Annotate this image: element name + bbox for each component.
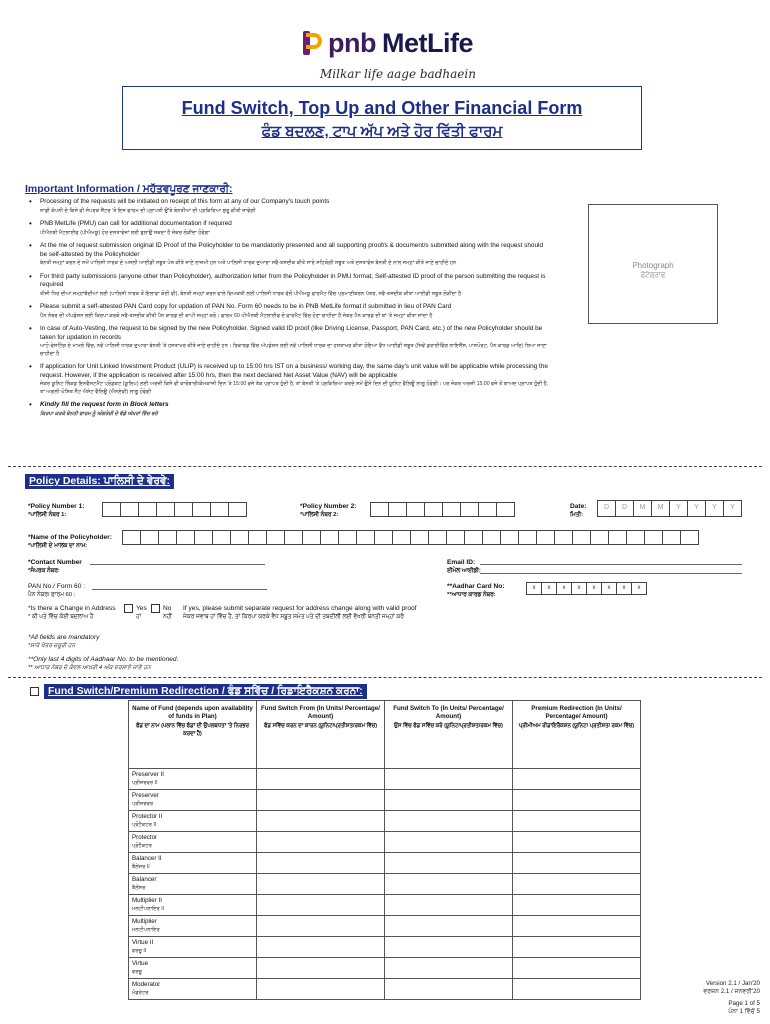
policy-number-2-input[interactable]: [370, 502, 514, 517]
date-cell[interactable]: D: [615, 500, 634, 517]
switch-from-cell[interactable]: [257, 937, 385, 958]
input-cell[interactable]: [626, 530, 645, 545]
fund-name: Virtue: [132, 960, 149, 967]
switch-to-cell[interactable]: [385, 853, 513, 874]
switch-to-cell[interactable]: [385, 895, 513, 916]
date-cell[interactable]: M: [651, 500, 670, 517]
important-info-item: [28, 242, 550, 268]
switch-to-cell[interactable]: [385, 874, 513, 895]
address-change-note: If yes, please submit separate request for address change along with valid proof ਜੇਕਰ ਜਵਾਬ ਹਾਂ ਵਿੱਚ ਹੈ, ਤਾਂ ਕਿਰਪਾ ਕਰਕੇ ਵੈਧ ਸਬੂਤ ਸਮੇਤ ਪਤੇ ਦੀ ਤਬਦੀਲੀ ਲਈ ਵੱਖਰੀ ਬੇਨਤੀ ਜਮ੍ਹਾਂ ਕਰੋ: [183, 605, 417, 620]
form-title-punjabi: ਫੰਡ ਬਦਲਣ, ਟਾਪ ਅੱਪ ਅਤੇ ਹੋਰ ਵਿੱਤੀ ਫਾਰਮ: [261, 123, 503, 140]
fund-name-punjabi: ਵਰਚੂ II: [132, 948, 147, 954]
input-cell[interactable]: [608, 530, 627, 545]
table-row: [129, 832, 641, 853]
form-title-box: [122, 86, 642, 150]
no-label: No ਨਹੀਂ: [163, 605, 172, 620]
table-row: [129, 937, 641, 958]
policy-number-1-label: *Policy Number 1: *ਪਾਲਿਸੀ ਨੰਬਰ 1:: [28, 503, 85, 518]
premium-redirection-cell[interactable]: [513, 853, 641, 874]
info-item-english: • PNB MetLife (PMU) can call for additional documentation if required: [40, 220, 232, 227]
table-row: [129, 811, 641, 832]
fund-name-punjabi: ਪ੍ਰੀਜ਼ਰਵਰ: [132, 801, 154, 807]
column-header-switch-to: Fund Switch To (In Units/ Percentage/ Amount) ਉਸ ਵਿੱਚ ਫੰਡ ਸਵਿੱਚ ਕਰੋ (ਯੂਨਿਟ/ਪ੍ਰਤੀਸ਼ਤ/ਰਕਮ ਵਿੱਚ): [385, 701, 513, 769]
info-item-punjabi: ਸਾਡੀ ਕੰਪਨੀ ਦੇ ਕਿਸੇ ਵੀ ਸੰਪਰਕ ਸੈਂਟਰ 'ਤੇ ਇਸ ਫਾਰਮ ਦੀ ਪ੍ਰਾਪਤੀ ਉੱਤੇ ਬੇਨਤੀਆਂ ਦੀ ਪ੍ਰਕਿਰਿਆ ਸ਼ੁਰੂ ਕੀਤੀ ਜਾਵੇਗੀ: [40, 207, 256, 214]
fund-name-punjabi: ਬੈਲੇਂਸਰ: [132, 885, 146, 891]
fund-name-punjabi: ਵਰਚੂ: [132, 969, 142, 975]
input-cell[interactable]: [482, 530, 501, 545]
input-cell[interactable]: [680, 530, 699, 545]
yes-label: Yes ਹਾਂ: [136, 605, 147, 620]
switch-from-cell[interactable]: [257, 895, 385, 916]
fund-name-punjabi: ਮਲਟੀਪਲਾਇਰ: [132, 927, 160, 933]
input-cell[interactable]: [518, 530, 537, 545]
fund-name-cell: [129, 832, 257, 853]
policy-number-1-input[interactable]: [102, 502, 246, 517]
fund-name: Multiplier II: [132, 897, 162, 904]
input-cell[interactable]: [122, 530, 141, 545]
important-info-heading: Important Information / ਮਹੱਤਵਪੂਰਣ ਜਾਣਕਾਰੀ:: [25, 183, 233, 195]
table-row: [129, 916, 641, 937]
table-row: [129, 790, 641, 811]
input-cell[interactable]: [230, 530, 249, 545]
premium-redirection-cell[interactable]: [513, 958, 641, 979]
switch-from-cell[interactable]: [257, 832, 385, 853]
date-cell[interactable]: Y: [687, 500, 706, 517]
brand-name: pnb MetLife: [328, 28, 473, 58]
premium-redirection-cell[interactable]: [513, 937, 641, 958]
email-field-line-2[interactable]: [480, 573, 742, 574]
info-item-english: • Kindly fill the request form in Block letters: [40, 401, 169, 409]
contact-number-label: *Contact Number *ਸੰਪਰਕ ਨੰਬਰ:: [28, 559, 82, 574]
info-item-punjabi: ਪੈਨ ਨੰਬਰ ਦੀ ਅੱਪਡੇਸ਼ਨ ਲਈ ਕਿਰਪਾ ਕਰਕੇ ਸਵੈ-ਤਸਦੀਕ ਕੀਤੀ ਪੈਨ ਕਾਰਡ ਦੀ ਕਾਪੀ ਜਮ੍ਹਾਂ ਕਰੋ। ਫਾਰਮ 60 ਪੀਐਨਬੀ ਮੈਟਲਾਈਫ ਦੇ ਫਾਰਮੈਟ ਵਿੱਚ ਹੋਣਾ ਚਾਹੀਦਾ ਹੈ ਜੇਕਰ ਪੈਨ ਕਾਰਡ ਦੀ ਥਾਂ 'ਤੇ ਜਮ੍ਹਾਂ ਕੀਤਾ ਜਾਂਦਾ ਹੈ: [40, 312, 433, 319]
fund-name-punjabi: ਪ੍ਰੋਟੈਕਟਰ II: [132, 822, 157, 828]
switch-to-cell[interactable]: [385, 769, 513, 790]
aadhar-cell[interactable]: x: [586, 582, 602, 595]
fund-name-punjabi: ਮੌਡਰੇਟਰ: [132, 990, 149, 996]
aadhar-label: **Aadhar Card No: **ਆਧਾਰ ਕਾਰਡ ਨੰਬਰ:: [447, 583, 505, 598]
pan-field[interactable]: [92, 589, 267, 590]
premium-redirection-cell[interactable]: [513, 895, 641, 916]
date-cell[interactable]: Y: [669, 500, 688, 517]
premium-redirection-cell[interactable]: [513, 811, 641, 832]
info-item-punjabi: ਬੇਨਤੀ ਜਮ੍ਹਾਂ ਕਰਨ ਦੇ ਸਮੇਂ ਪਾਲਿਸੀ ਧਾਰਕ ਦੇ ਅਸਲੀ ਆਈਡੀ ਸਬੂਤ ਪੇਸ਼ ਕੀਤੇ ਜਾਣੇ ਲਾਜ਼ਮੀ ਹਨ ਅਤੇ ਪਾਲਿਸੀ ਧਾਰਕ ਦੁਆਰਾ ਸਵੈ-ਤਸਦੀਕ ਕੀਤੇ ਸਾਰੇ ਸਹਿਯੋਗੀ ਸਬੂਤ ਅਤੇ ਦਸਤਾਵੇਜ਼ ਬੇਨਤੀ ਦੇ ਨਾਲ ਜਮ੍ਹਾਂ ਕੀਤੇ ਜਾਣੇ ਚਾਹੀਦੇ ਹਨ: [40, 260, 457, 267]
premium-redirection-cell[interactable]: [513, 916, 641, 937]
aadhar-note: **Only last 4 digits of Aadhaar No. to be mentioned. ** ਆਧਾਰ ਨੰਬਰ ਦੇ ਕੇਵਲ ਆਖਰੀ 4 ਅੰਕ ਦਰਸਾਏ ਜਾਣੇ ਹਨ: [28, 656, 179, 671]
fund-name-cell: [129, 958, 257, 979]
input-cell[interactable]: [478, 502, 497, 517]
info-item-english: • Processing of the requests will be initiated on receipt of this form at any of our Company's touch points: [40, 198, 330, 205]
policy-number-2-label: *Policy Number 2: *ਪਾਲਿਸੀ ਨੰਬਰ 2:: [300, 503, 357, 518]
photograph-label-punjabi: ਫੋਟੋਗ੍ਰਾਫ: [640, 272, 666, 279]
info-item-english: • Please submit a self-attested PAN Card copy for updation of PAN No. Form 60 needs to be in PNB MetLife format if submitted in lieu of PAN Card: [40, 303, 452, 311]
switch-from-cell[interactable]: [257, 979, 385, 1000]
switch-to-cell[interactable]: [385, 958, 513, 979]
info-item-english: • For third party submissions (anyone other than Policyholder), authorization letter from the Policyholder in PMU format, Self-attested ID proof of the person submitting the request is required: [40, 272, 546, 289]
premium-redirection-cell[interactable]: [513, 790, 641, 811]
input-cell[interactable]: [446, 530, 465, 545]
input-cell[interactable]: [644, 530, 663, 545]
switch-to-cell[interactable]: [385, 916, 513, 937]
switch-to-cell[interactable]: [385, 811, 513, 832]
input-cell[interactable]: [500, 530, 519, 545]
fund-name-cell: [129, 937, 257, 958]
pnb-metlife-logo: [300, 28, 473, 59]
date-cell[interactable]: M: [633, 500, 652, 517]
fund-name-cell: [129, 853, 257, 874]
date-cell[interactable]: Y: [723, 500, 742, 517]
table-row: [129, 895, 641, 916]
input-cell[interactable]: [176, 530, 195, 545]
fund-name-cell: [129, 769, 257, 790]
table-row: [129, 769, 641, 790]
fund-name-cell: [129, 790, 257, 811]
important-info-item: [28, 273, 550, 299]
input-cell[interactable]: [192, 502, 211, 517]
input-cell[interactable]: [320, 530, 339, 545]
input-cell[interactable]: [284, 530, 303, 545]
input-cell[interactable]: [370, 502, 389, 517]
pnb-logo-icon: [300, 29, 324, 59]
switch-from-cell[interactable]: [257, 958, 385, 979]
input-cell[interactable]: [120, 502, 139, 517]
fund-name: Balancer II: [132, 855, 162, 862]
input-cell[interactable]: [140, 530, 159, 545]
input-cell[interactable]: [496, 502, 515, 517]
policyholder-name-input[interactable]: [122, 530, 698, 545]
input-cell[interactable]: [248, 530, 267, 545]
aadhar-cell[interactable]: x: [571, 582, 587, 595]
address-change-question: *Is there a Change in Address * ਕੀ ਪਤੇ ਵਿੱਚ ਕੋਈ ਬਦਲਾਅ ਹੈ: [28, 605, 116, 620]
switch-to-cell[interactable]: [385, 832, 513, 853]
fund-name-cell: [129, 874, 257, 895]
switch-to-cell[interactable]: [385, 937, 513, 958]
brand-tagline: Milkar life aage badhaein: [320, 67, 476, 81]
input-cell[interactable]: [266, 530, 285, 545]
contact-number-field[interactable]: [90, 564, 265, 565]
mandatory-note: *All fields are mandatory *ਸਾਰੇ ਖੇਤਰ ਜ਼ਰੂਰੀ ਹਨ: [28, 634, 100, 649]
info-item-english: • At the me of request submission original ID Proof of the Policyholder to be mandatorily presented and all supporting proof/s & document/s submitted along with the request should be self-attested by the Policyholder: [40, 242, 544, 258]
input-cell[interactable]: [212, 530, 231, 545]
input-cell[interactable]: [536, 530, 555, 545]
premium-redirection-cell[interactable]: [513, 874, 641, 895]
aadhar-cell[interactable]: x: [631, 582, 647, 595]
switch-from-cell[interactable]: [257, 811, 385, 832]
fund-name-cell: [129, 979, 257, 1000]
input-cell[interactable]: [460, 502, 479, 517]
important-info-item: [28, 220, 550, 237]
column-header-switch-from: Fund Switch From (In Units/ Percentage/ Amount) ਫੰਡ ਸਵਿੱਚ ਕਰਨ ਦਾ ਕਾਰਨ (ਯੂਨਿਟ/ਪ੍ਰਤੀਸ਼ਤ/ਰਕਮ ਵਿੱਚ): [257, 701, 385, 769]
table-row: [129, 853, 641, 874]
input-cell[interactable]: [428, 530, 447, 545]
aadhar-cell[interactable]: x: [616, 582, 632, 595]
fund-name: Protector II: [132, 813, 163, 820]
fund-name: Balancer: [132, 876, 157, 883]
switch-from-cell[interactable]: [257, 916, 385, 937]
important-info-item: [28, 325, 550, 358]
switch-from-cell[interactable]: [257, 874, 385, 895]
date-label: Date: ਮਿਤੀ:: [570, 503, 587, 518]
fund-name: Preserver II: [132, 771, 164, 778]
input-cell[interactable]: [424, 502, 443, 517]
input-cell[interactable]: [102, 502, 121, 517]
input-cell[interactable]: [228, 502, 247, 517]
photograph-box: [588, 204, 718, 324]
switch-to-cell[interactable]: [385, 790, 513, 811]
photograph-label: Photograph: [632, 261, 674, 270]
info-item-english: • If application for Unit Linked Investment Product (ULIP) is received up to 15:00 hrs IST on a business/ working day, the same day's unit value will be applicable while processing the request. However, if the application is received after 15:00 hrs, then the next declared Net Asset Value (NAV) will be applicable: [40, 363, 548, 379]
column-header-premium-redirection: Premium Redirection (In Units/ Percentage/ Amount) ਪ੍ਰੀਮੀਅਮ ਰੀਡਾਇਰੈਕਸ਼ਨ (ਯੂਨਿਟ/ ਪ੍ਰਤੀਸ਼ਤ/ ਰਕਮ ਵਿੱਚ): [513, 701, 641, 769]
fund-switch-table: [128, 700, 641, 1000]
premium-redirection-cell[interactable]: [513, 832, 641, 853]
input-cell[interactable]: [410, 530, 429, 545]
fund-name: Preserver: [132, 792, 159, 799]
date-cell[interactable]: D: [597, 500, 616, 517]
email-field[interactable]: [480, 564, 742, 565]
info-item-punjabi: ਜੇਕਰ ਯੂਨਿਟ ਲਿੰਕਡ ਇਨਵੈਸਟਮੈਂਟ ਪ੍ਰੋਡਕਟ (ਯੂਲਿਪ) ਲਈ ਅਰਜ਼ੀ ਕਿਸੇ ਵੀ ਕਾਰੋਬਾਰੀ/ਕੰਮਕਾਜੀ ਦਿਨ 'ਤੇ 15:00 ਵਜੇ ਤੱਕ ਪ੍ਰਾਪਤ ਹੁੰਦੀ ਹੈ, ਤਾਂ ਬੇਨਤੀ 'ਤੇ ਪ੍ਰਕਿਰਿਆ ਕਰਦੇ ਸਮੇਂ ਉਸੇ ਦਿਨ ਦੀ ਯੂਨਿਟ ਵੈਲਿਊ ਲਾਗੂ ਹੋਵੇਗੀ। ਪਰ ਜੇਕਰ ਅਰਜ਼ੀ 15:00 ਵਜੇ ਤੋਂ ਬਾਅਦ ਪ੍ਰਾਪਤ ਹੁੰਦੀ ਹੈ, ਤਾਂ ਅਗਲੀ ਘੋਸ਼ਿਤ ਨੈੱਟ ਐਸੇਟ ਵੈਲਿਊ (ਐਨਏਵੀ) ਲਾਗੂ ਹੋਵੇਗੀ: [40, 381, 549, 395]
fund-name-punjabi: ਪ੍ਰੋਟੈਕਟਰ: [132, 843, 152, 849]
version-label: Version 2.1 / Jan'20 ਵਰਜ਼ਨ 2.1 / ਜਨਵਰੀ'20: [703, 980, 760, 995]
input-cell[interactable]: [138, 502, 157, 517]
input-cell[interactable]: [554, 530, 573, 545]
input-cell[interactable]: [158, 530, 177, 545]
input-cell[interactable]: [174, 502, 193, 517]
input-cell[interactable]: [156, 502, 175, 517]
input-cell[interactable]: [572, 530, 591, 545]
fund-name-punjabi: ਬੈਲੇਂਸਰ II: [132, 864, 150, 870]
input-cell[interactable]: [302, 530, 321, 545]
input-cell[interactable]: [210, 502, 229, 517]
aadhar-cell[interactable]: x: [541, 582, 557, 595]
input-cell[interactable]: [442, 502, 461, 517]
policy-details-heading: Policy Details: ਪਾਲਿਸੀ ਦੇ ਵੇਰਵੇ:: [25, 474, 174, 489]
info-item-english: • In case of Auto-Vesting, the request to be signed by the new Policyholder. Signed valid ID proof (like Driving License, Passport, PAN Card, etc.) of the new Policyholder should be taken for updation in records: [40, 325, 543, 341]
table-row: [129, 979, 641, 1000]
input-cell[interactable]: [406, 502, 425, 517]
input-cell[interactable]: [356, 530, 375, 545]
input-cell[interactable]: [338, 530, 357, 545]
aadhar-cell[interactable]: x: [601, 582, 617, 595]
form-title: Fund Switch, Top Up and Other Financial Form: [181, 98, 583, 118]
date-input[interactable]: [597, 500, 741, 517]
table-row: [129, 958, 641, 979]
switch-to-cell[interactable]: [385, 979, 513, 1000]
table-row: [129, 874, 641, 895]
aadhar-cell[interactable]: x: [526, 582, 542, 595]
email-label: Email ID: ਈਮੇਲ ਆਈਡੀ:: [447, 559, 481, 574]
switch-from-cell[interactable]: [257, 769, 385, 790]
info-item-punjabi: ਪੀਐਨਬੀ ਮੈਟਲਾਈਫ (ਪੀਐਮਯੂ) ਹੋਰ ਦਸਤਾਵੇਜ਼ਾਂ ਲਈ ਬੁਲਾਉਂ ਸਕਦਾ ਹੈ ਜੇਕਰ ਲੋੜੀਂਦਾ ਹੋਵੇਗਾ: [40, 229, 210, 236]
important-info-item: [28, 401, 550, 418]
fund-switch-checkbox[interactable]: [30, 687, 39, 696]
important-info-item: [28, 363, 550, 396]
input-cell[interactable]: [388, 502, 407, 517]
switch-from-cell[interactable]: [257, 790, 385, 811]
aadhar-input[interactable]: [526, 582, 646, 595]
input-cell[interactable]: [392, 530, 411, 545]
column-header-fund-name: Name of Fund (depends upon availability of funds in Plan) ਫੰਡ ਦਾ ਨਾਮ (ਪਲਾਨ ਵਿੱਚ ਫੰਡਾਂ ਦੀ ਉਪਲਬਧਤਾ 'ਤੇ ਨਿਰਭਰ ਕਰਦਾ ਹੈ): [129, 701, 257, 769]
info-item-punjabi: ਤੀਜੀ ਧਿਰ ਦੀਆਂ ਜਮ੍ਹਾਂਬੰਦੀਆਂ ਲਈ (ਪਾਲਿਸੀ ਧਾਰਕ ਤੋਂ ਇਲਾਵਾ ਕੋਈ ਵੀ), ਬੇਨਤੀ ਜਮ੍ਹਾਂ ਕਰਨ ਵਾਲੇ ਵਿਅਕਤੀ ਲਈ ਪਾਲਿਸੀ ਧਾਰਕ ਵੱਲੋਂ ਪੀਐਮਯੂ ਫਾਰਮੈਟ ਵਿੱਚ ਪ੍ਰਮਾਣੀਕਰਨ ਪੱਤਰ, ਸਵੈ-ਤਸਦੀਕ ਕੀਤਾ ਆਈਡੀ ਸਬੂਤ ਲੋੜੀਂਦਾ ਹੈ: [40, 290, 462, 297]
page-number: Page 1 of 5 ਪੰਨਾ 1 ਵਿੱਚੋਂ 5: [728, 1000, 760, 1015]
input-cell[interactable]: [464, 530, 483, 545]
aadhar-cell[interactable]: x: [556, 582, 572, 595]
fund-name: Virtue II: [132, 939, 154, 946]
pan-label: PAN No./ Form 60 : ਪੈਨ ਨੰਬਰ/ ਫਾਰਮ 60 :: [28, 583, 86, 598]
important-info-item: [28, 303, 550, 320]
important-info-list: [28, 198, 550, 423]
fund-name: Multiplier: [132, 918, 157, 925]
section-divider-2: [8, 677, 762, 678]
address-change-yes-checkbox[interactable]: [124, 604, 133, 613]
info-item-punjabi: ਆਟੋ-ਵੇਸਟਿੰਗ ਦੇ ਮਾਮਲੇ ਵਿੱਚ, ਨਵੇਂ ਪਾਲਿਸੀ ਧਾਰਕ ਦੁਆਰਾ ਬੇਨਤੀ 'ਤੇ ਹਸਤਾਖਰ ਕੀਤੇ ਜਾਣੇ ਚਾਹੀਦੇ ਹਨ। ਰਿਕਾਰਡ ਵਿੱਚ ਅੱਪਡੇਸ਼ਨ ਲਈ ਨਵੇਂ ਪਾਲਿਸੀ ਧਾਰਕ ਦਾ ਹਸਤਾਖਰ ਕੀਤਾ ਹੋਇਆ ਵੈਧ ਆਈਡੀ ਸਬੂਤ (ਜਿਵੇਂ ਡਰਾਈਵਿੰਗ ਲਾਇਸੈਂਸ, ਪਾਸਪੋਰਟ, ਪੈਨ ਕਾਰਡ ਆਦਿ) ਲਿਆ ਜਾਣਾ ਚਾਹੀਦਾ ਹੈ: [40, 343, 547, 357]
section-divider: [8, 466, 762, 467]
policyholder-name-label: *Name of the Policyholder: *ਪਾਲਿਸੀ ਦੇ ਮਾਲਕ ਦਾ ਨਾਮ:: [28, 534, 112, 549]
fund-name-cell: [129, 916, 257, 937]
fund-name-cell: [129, 811, 257, 832]
input-cell[interactable]: [662, 530, 681, 545]
switch-from-cell[interactable]: [257, 853, 385, 874]
address-change-no-checkbox[interactable]: [151, 604, 160, 613]
premium-redirection-cell[interactable]: [513, 979, 641, 1000]
input-cell[interactable]: [590, 530, 609, 545]
input-cell[interactable]: [374, 530, 393, 545]
fund-name-punjabi: ਪ੍ਰੀਜ਼ਰਵਰ II: [132, 780, 158, 786]
input-cell[interactable]: [194, 530, 213, 545]
date-cell[interactable]: Y: [705, 500, 724, 517]
info-item-punjabi: ਕਿਰਪਾ ਕਰਕੇ ਬੇਨਤੀ ਫਾਰਮ ਨੂੰ ਅੰਗਰੇਜ਼ੀ ਦੇ ਵੱਡੇ ਅੱਖਰਾਂ ਵਿੱਚ ਭਰੋ: [40, 410, 158, 417]
premium-redirection-cell[interactable]: [513, 769, 641, 790]
fund-name: Moderator: [132, 981, 161, 988]
fund-name-cell: [129, 895, 257, 916]
fund-name-punjabi: ਮਲਟੀਪਲਾਇਰ II: [132, 906, 165, 912]
important-info-item: [28, 198, 550, 215]
fund-name: Protector: [132, 834, 158, 841]
fund-switch-heading: Fund Switch/Premium Redirection / ਫੰਡ ਸਵਿੱਚ / ਰਿਡਾਇਰੈਕਸ਼ਨ ਕਰਨਾ:: [44, 684, 367, 699]
